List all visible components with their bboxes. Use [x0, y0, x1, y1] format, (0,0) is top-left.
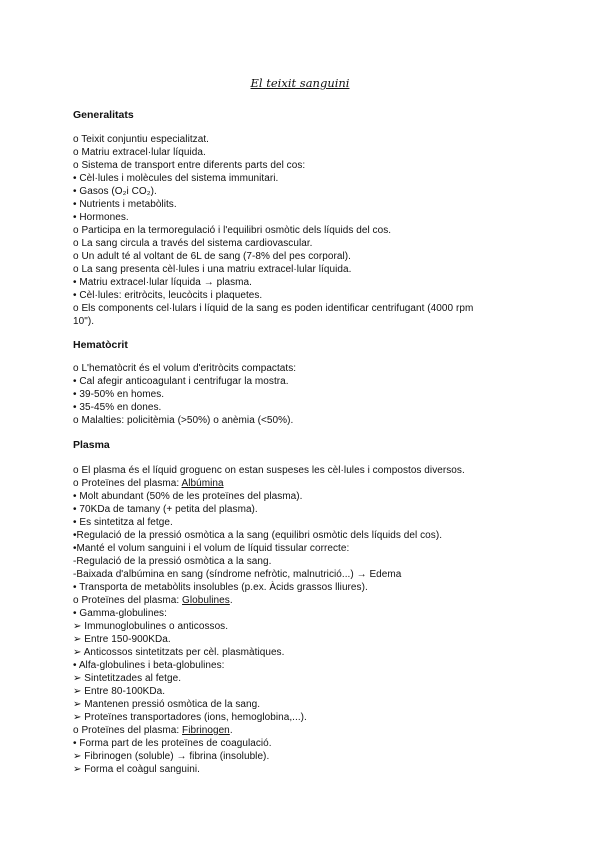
generalitats-line: o Participa en la termoregulació i l'equilibri osmòtic dels líquids del cos. — [73, 225, 392, 236]
globulines-line: ➢ Proteïnes transportadores (ions, hemoglobina,...). — [73, 712, 307, 723]
generalitats-line: • Gasos (O₂i CO₂). — [73, 186, 157, 197]
section-heading-generalitats: Generalitats — [73, 109, 134, 121]
albumina-line: -Baixada d'albúmina en sang (síndrome nefròtic, malnutrició...) → Edema — [73, 569, 402, 580]
globulines-line: ➢ Entre 80-100KDa. — [73, 686, 166, 697]
fibrinogen-label: Fibrinogen — [182, 725, 230, 736]
globulines-line: • Gamma-globulines: — [73, 608, 167, 619]
albumina-line: • 70KDa de tamany (+ petita del plasma). — [73, 504, 258, 515]
section-heading-hematocrit: Hematòcrit — [73, 339, 128, 351]
generalitats-line: • Hormones. — [73, 212, 129, 223]
globulines-prefix: o Proteïnes del plasma: — [73, 595, 183, 606]
globulines-line: ➢ Sintetitzades al fetge. — [73, 673, 182, 684]
fibrinogen-line: • Forma part de les proteïnes de coagulació. — [73, 738, 272, 749]
generalitats-line: • Cèl·lules: eritròcits, leucòcits i plaquetes. — [73, 290, 263, 301]
generalitats-line: • Matriu extracel·lular líquida → plasma. — [73, 277, 252, 288]
globulines-line: • Alfa-globulines i beta-globulines: — [73, 660, 225, 671]
albumina-label: Albúmina — [181, 478, 224, 489]
hematocrit-line: • Cal afegir anticoagulant i centrifugar la mostra. — [73, 376, 289, 387]
generalitats-line: o Els components cel·lulars i líquid de la sang es poden identificar centrifugant (4000 rpm — [73, 303, 474, 314]
globulines-line: ➢ Mantenen pressió osmòtica de la sang. — [73, 699, 261, 710]
globulines-line: ➢ Immunoglobulines o anticossos. — [73, 621, 229, 632]
globulines-suffix: . — [229, 595, 233, 606]
albumina-line: • Molt abundant (50% de les proteïnes del plasma). — [73, 491, 303, 502]
generalitats-line: o Teixit conjuntiu especialitzat. — [73, 134, 209, 145]
generalitats-line: o La sang circula a través del sistema cardiovascular. — [73, 238, 313, 249]
document-title: El teixit sanguini — [250, 76, 350, 90]
globulines-line: ➢ Anticossos sintetitzats per cèl. plasmàtiques. — [73, 647, 285, 658]
hematocrit-line: • 39-50% en homes. — [73, 389, 165, 400]
generalitats-line: o La sang presenta cèl·lules i una matriu extracel·lular líquida. — [73, 264, 352, 275]
section-heading-plasma: Plasma — [73, 439, 110, 451]
albumina-prefix: o Proteïnes del plasma: — [73, 478, 182, 489]
globulines-subheading — [73, 594, 533, 607]
generalitats-line: o Matriu extracel·lular líquida. — [73, 147, 206, 158]
globulines-line: ➢ Entre 150-900KDa. — [73, 634, 171, 645]
fibrinogen-line: ➢ Forma el coàgul sanguini. — [73, 764, 201, 775]
albumina-line: -Regulació de la pressió osmòtica a la sang. — [73, 556, 272, 567]
hematocrit-line: o Malalties: policitèmia (>50%) o anèmia (<50%). — [73, 415, 294, 426]
fibrinogen-suffix: . — [229, 725, 233, 736]
hematocrit-line: • 35-45% en dones. — [73, 402, 162, 413]
fibrinogen-prefix: o Proteïnes del plasma: — [73, 725, 183, 736]
generalitats-line: • Cèl·lules i molècules del sistema immunitari. — [73, 173, 279, 184]
generalitats-line: • Nutrients i metabòlits. — [73, 199, 177, 210]
albumina-line: •Regulació de la pressió osmòtica a la sang (equilibri osmòtic dels líquids del cos). — [73, 530, 443, 541]
generalitats-line: o Un adult té al voltant de 6L de sang (7-8% del pes corporal). — [73, 251, 351, 262]
hematocrit-line: o L'hematòcrit és el volum d'eritròcits compactats: — [73, 363, 297, 374]
fibrinogen-subheading — [73, 724, 533, 737]
generalitats-line: o Sistema de transport entre diferents parts del cos: — [73, 160, 306, 171]
albumina-line: • Transporta de metabòlits insolubles (p.ex. Àcids grassos lliures). — [73, 582, 368, 593]
plasma-intro: o El plasma és el líquid groguenc on estan suspeses les cèl·lules i compostos diversos. — [73, 465, 465, 476]
albumina-subheading — [73, 477, 533, 490]
albumina-line: • Es sintetitza al fetge. — [73, 517, 173, 528]
fibrinogen-line: ➢ Fibrinogen (soluble) → fibrina (insoluble). — [73, 751, 270, 762]
globulines-label: Globulines — [182, 595, 230, 606]
generalitats-line: 10"). — [73, 316, 95, 327]
albumina-line: •Manté el volum sanguini i el volum de líquid tissular correcte: — [73, 543, 350, 554]
